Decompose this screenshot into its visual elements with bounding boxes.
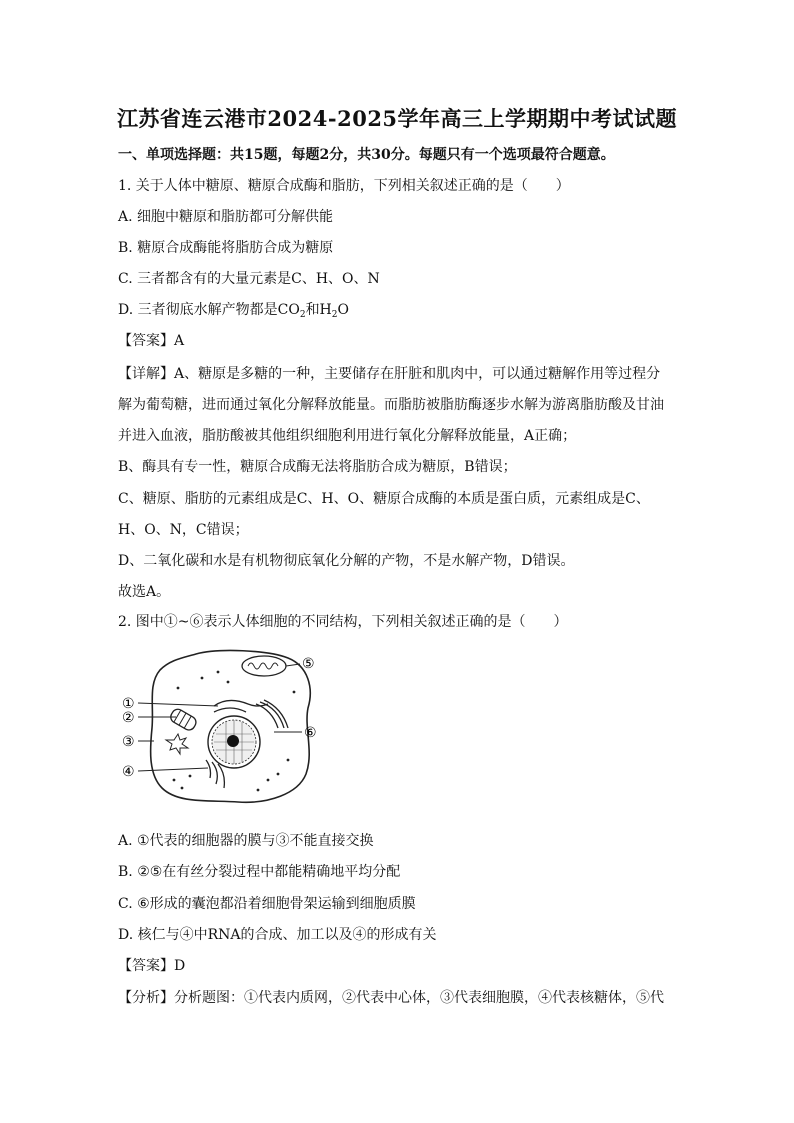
nucleolus	[227, 735, 239, 747]
figure-label-4: ④	[122, 764, 135, 780]
golgi-apparatus	[256, 700, 288, 728]
q1-explanation-line: 故选A。	[118, 584, 171, 600]
page-title: 江苏省连云港市2024-2025学年高三上学期期中考试试题	[116, 106, 678, 131]
q1-explanation-line: H、O、N，C错误；	[118, 522, 249, 538]
q2-option-c: C. ⑥形成的囊泡都沿着细胞骨架运输到细胞质膜	[118, 896, 416, 912]
q1-option-c: C. 三者都含有的大量元素是C、H、O、N	[118, 271, 380, 287]
figure-label-3: ③	[122, 734, 135, 750]
q1-option-d-mid: 和H	[305, 302, 332, 318]
q1-explanation-line: 并进入血液，脂肪酸被其他组织细胞利用进行氧化分解释放能量，A正确；	[118, 428, 577, 444]
q1-explanation-line: C、糖原、脂肪的元素组成是C、H、O、糖原合成酶的本质是蛋白质，元素组成是C、	[118, 491, 650, 507]
q1-option-d	[118, 300, 349, 325]
q1-option-a: A. 细胞中糖原和脂肪都可分解供能	[118, 209, 334, 225]
q2-option-a: A. ①代表的细胞器的膜与③不能直接交换	[118, 833, 374, 849]
endoplasmic-reticulum	[214, 700, 268, 712]
q2-answer: 【答案】D	[118, 958, 186, 974]
q1-option-d-suffix: O	[337, 302, 349, 318]
q1-explanation-line: 解为葡萄糖，进而通过氧化分解释放能量。而脂肪被脂肪酶逐步水解为游离脂肪酸及甘油	[118, 397, 664, 413]
animal-cell-diagram	[118, 648, 330, 806]
q2-analysis: 【分析】分析题图：①代表内质网，②代表中心体，③代表细胞膜，④代表核糖体，⑤代	[118, 990, 664, 1006]
centrosome	[169, 707, 199, 732]
figure-label-6: ⑥	[304, 725, 317, 741]
q1-explanation-line: B、酶具有专一性，糖原合成酶无法将脂肪合成为糖原，B错误；	[118, 459, 517, 475]
section-heading: 一、单项选择题：共15题，每题2分，共30分。每题只有一个选项最符合题意。	[118, 147, 615, 163]
q1-explanation-line: D、二氧化碳和水是有机物彻底氧化分解的产物，不是水解产物，D错误。	[118, 553, 575, 569]
q1-option-d-prefix: D. 三者彻底水解产物都是CO	[118, 302, 300, 318]
q1-option-b: B. 糖原合成酶能将脂肪合成为糖原	[118, 240, 334, 256]
q1-explanation-line: 【详解】A、糖原是多糖的一种，主要储存在肝脏和肌肉中，可以通过糖解作用等过程分	[118, 366, 661, 382]
figure-label-1: ①	[122, 696, 135, 712]
q1-stem: 1. 关于人体中糖原、糖原合成酶和脂肪，下列相关叙述正确的是（ ）	[118, 178, 570, 194]
figure-label-2: ②	[122, 710, 135, 726]
figure-label-5: ⑤	[302, 656, 315, 672]
vesicle	[166, 734, 188, 754]
q2-option-b: B. ②⑤在有丝分裂过程中都能精确地平均分配	[118, 864, 401, 880]
mitochondrion	[242, 656, 286, 676]
q2-option-d: D. 核仁与④中RNA的合成、加工以及④的形成有关	[118, 927, 437, 943]
q2-stem: 2. 图中①~⑥表示人体细胞的不同结构，下列相关叙述正确的是（ ）	[118, 614, 568, 630]
q1-option-d-sub2: 2	[331, 310, 338, 320]
q1-option-d-sub1: 2	[299, 310, 306, 320]
q1-answer: 【答案】A	[118, 333, 185, 349]
